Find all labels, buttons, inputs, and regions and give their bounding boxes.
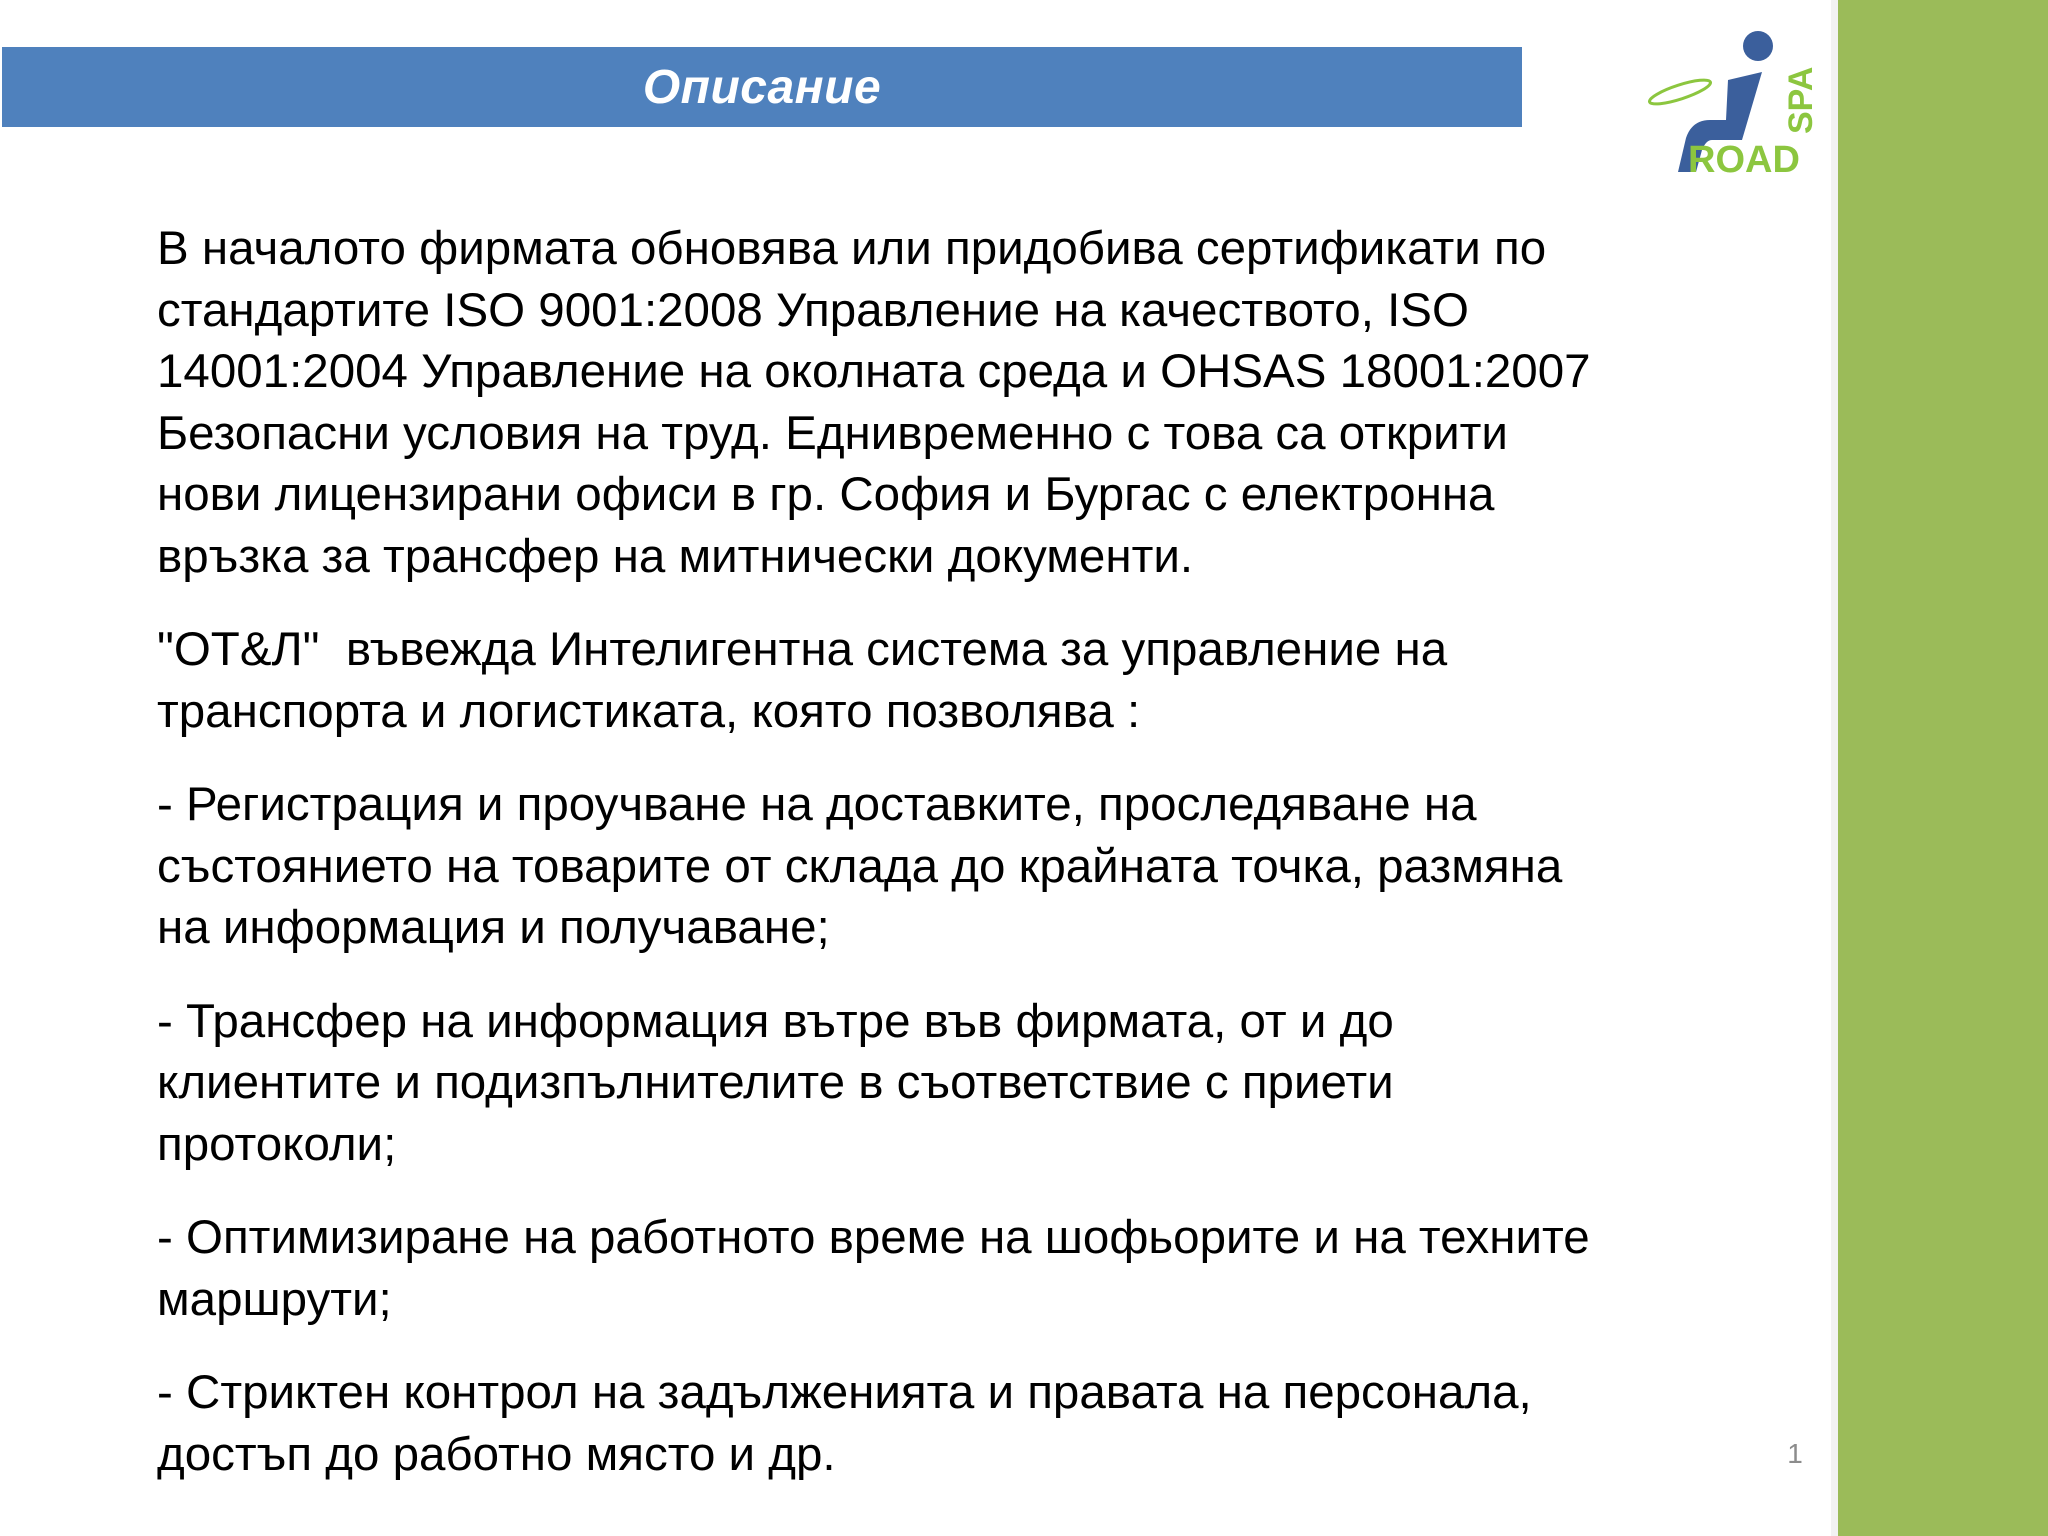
page-title: Описание: [642, 60, 882, 114]
list-item: - Оптимизиране на работното време на шофьорите и на техните маршрути;: [157, 1211, 1603, 1326]
title-bar: [2, 47, 1522, 127]
body-text: [157, 218, 1617, 1485]
decorative-side-bar: [1838, 0, 2048, 1536]
list-item: - Стриктен контрол на задълженията и правата на персонала, достъп до работно място и др.: [157, 1366, 1545, 1481]
road-spa-logo-icon: [1640, 22, 1820, 182]
logo-spa-text: SPA: [1782, 66, 1820, 134]
paragraph-intelligent-system: "ОТ&Л" въвежда Интелигентна система за управление на транспорта и логистиката, която позволява :: [157, 623, 1461, 738]
list-item: - Трансфер на информация вътре във фирмата, от и до клиентите и подизпълнителите в съответствие с приети протоколи;: [157, 994, 1407, 1171]
paragraph-certificates: В началото фирмата обновява или придобива сертификати по стандартите ISO 9001:2008 Управление на качеството, ISO 14001:2004 Управление на околната среда и OHSAS 18001:2007 Безопасни условия на труд. Еднивременно с това са открити нови лицензирани офиси в гр. София и Бургас с електронна връзка за трансфер на митнически документи.: [157, 222, 1604, 583]
road-spa-logo: [1640, 22, 1820, 182]
page-number: 1: [1787, 1438, 1803, 1469]
side-divider: [1831, 0, 1838, 1536]
logo-road-text: ROAD: [1688, 139, 1800, 181]
list-item: - Регистрация и проучване на доставките, проследяване на състоянието на товарите от склада до крайната точка, размяна на информация и получаване;: [157, 778, 1576, 954]
